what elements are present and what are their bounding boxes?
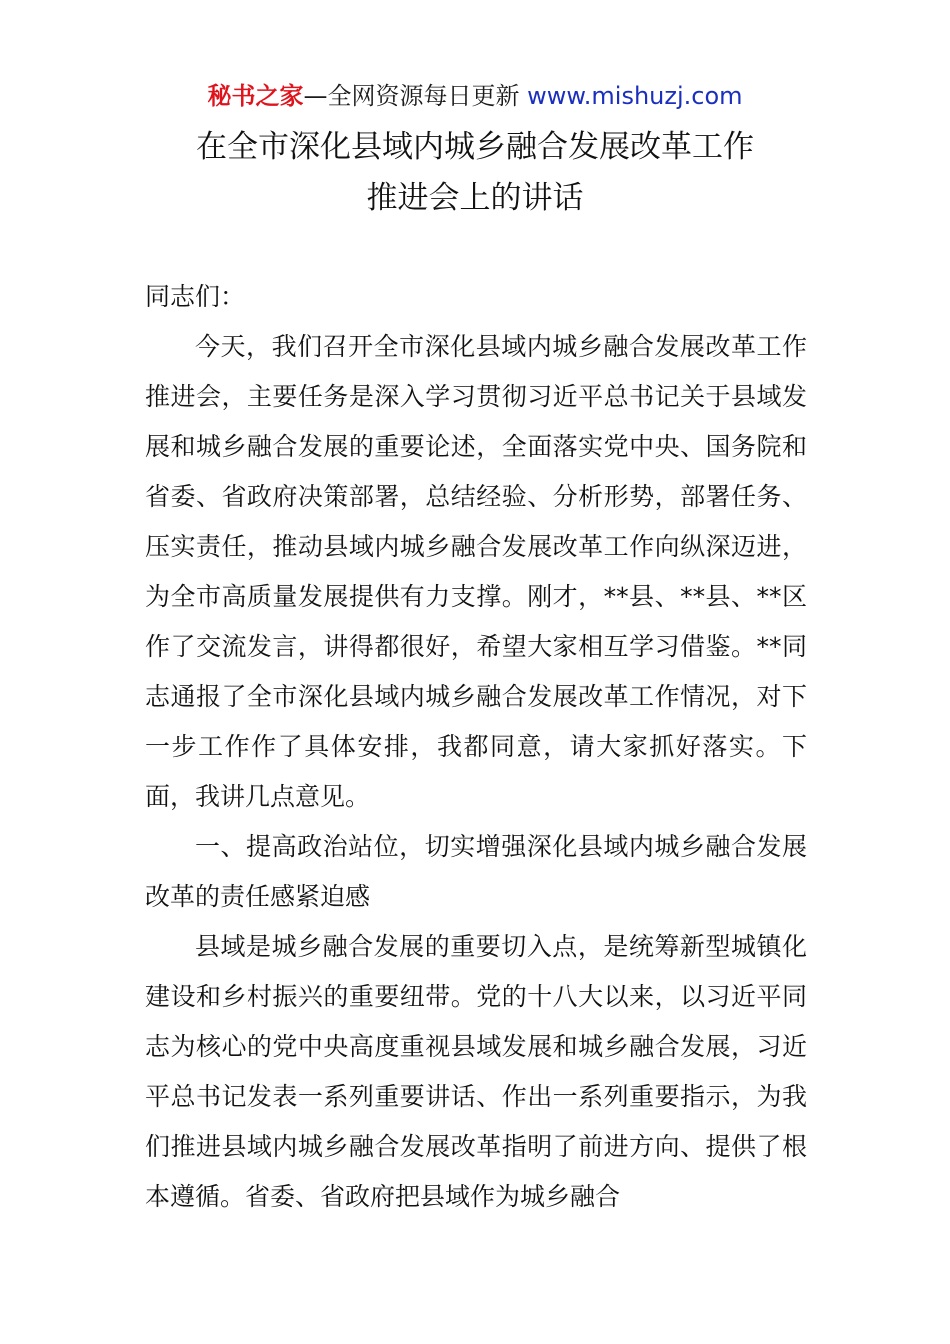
site-tagline: —全网资源每日更新	[303, 82, 528, 110]
site-banner	[0, 80, 950, 112]
salutation: 同志们：	[145, 282, 246, 311]
site-brand: 秘书之家	[207, 82, 304, 110]
document-title-line-1: 在全市深化县域内城乡融合发展改革工作	[196, 129, 754, 165]
paragraph: 县域是城乡融合发展的重要切入点，是统筹新型城镇化建设和乡村振兴的重要纽带。党的十八大以来，以习近平同志为核心的党中央高度重视县域发展和城乡融合发展，习近平总书记发表一系列重要讲话、作出一系列重要指示，为我们推进县域内城乡融合发展改革指明了前进方向、提供了根本遵循。省委、省政府把县域作为城乡融合	[145, 932, 807, 1211]
document-body	[145, 272, 807, 1222]
site-url-link[interactable]: www.mishuzj.com	[527, 82, 743, 110]
document-title-line-2: 推进会上的讲话	[366, 180, 584, 216]
paragraph: 今天，我们召开全市深化县域内城乡融合发展改革工作推进会，主要任务是深入学习贯彻习近平总书记关于县域发展和城乡融合发展的重要论述，全面落实党中央、国务院和省委、省政府决策部署，总结经验、分析形势，部署任务、压实责任，推动县域内城乡融合发展改革工作向纵深迈进，为全市高质量发展提供有力支撑。刚才，**县、**县、**区作了交流发言，讲得都很好，希望大家相互学习借鉴。**同志通报了全市深化县域内城乡融合发展改革工作情况，对下一步工作作了具体安排，我都同意，请大家抓好落实。下面，我讲几点意见。	[145, 332, 807, 811]
section-heading: 一、提高政治站位，切实增强深化县域内城乡融合发展改革的责任感紧迫感	[145, 832, 807, 911]
